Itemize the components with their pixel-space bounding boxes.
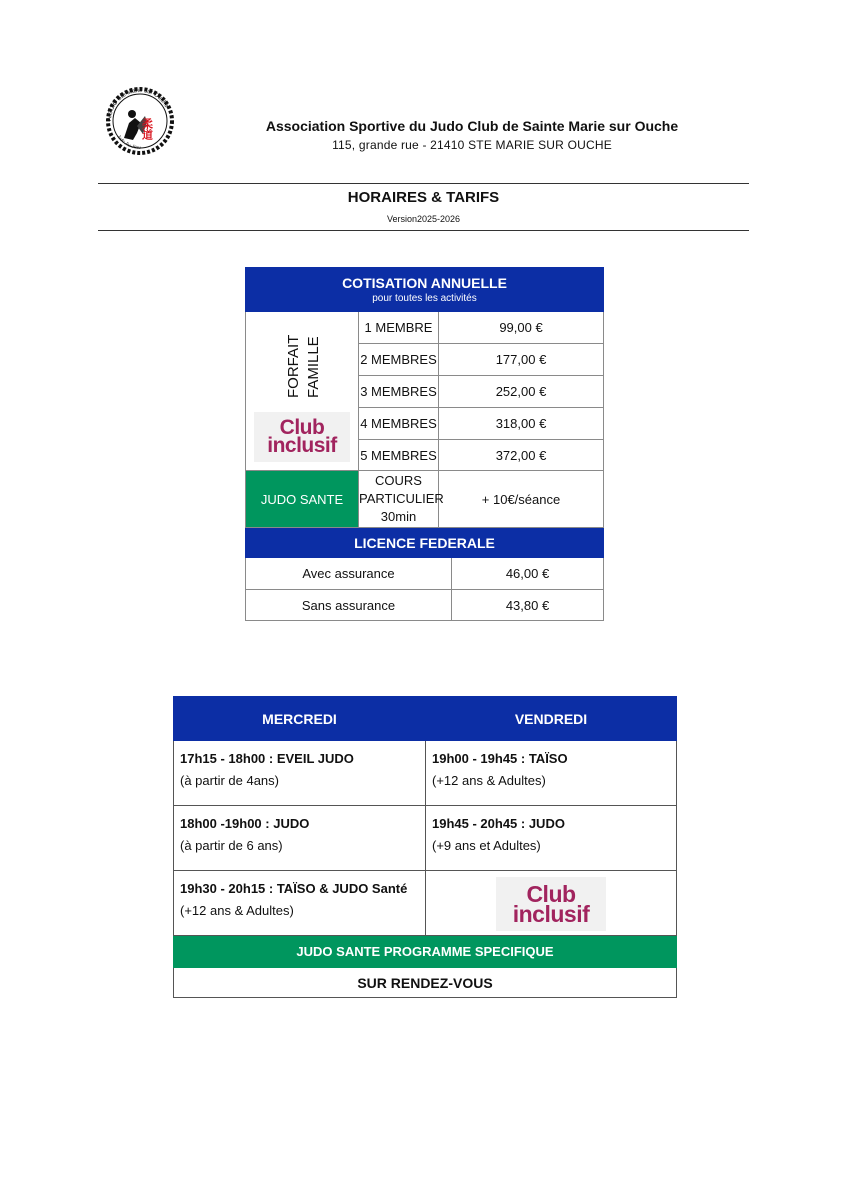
member-count: 5 MEMBRES	[359, 440, 439, 471]
member-count: 2 MEMBRES	[359, 344, 439, 376]
organization-address: 115, grande rue - 21410 STE MARIE SUR OUCHE	[332, 138, 612, 152]
logo-arc-text-bottom: Judo Jiu-Jitsu	[115, 134, 141, 151]
tariff-table	[245, 267, 604, 621]
slot-time: 19h30 - 20h15 : TAÏSO & JUDO Santé	[180, 881, 408, 896]
schedule-slot	[174, 806, 426, 871]
licence-title: LICENCE FEDERALE	[354, 534, 495, 551]
slot-time: 17h15 - 18h00 : EVEIL JUDO	[180, 751, 354, 766]
member-price: 99,00 €	[439, 312, 604, 344]
logo-kanji: 柔道	[140, 118, 154, 140]
slot-note: (à partir de 4ans)	[180, 773, 279, 788]
club-inclusif-logo	[254, 412, 350, 462]
day-header-vendredi: VENDREDI	[426, 697, 677, 741]
member-price: 318,00 €	[439, 408, 604, 440]
slot-time: 18h00 -19h00 : JUDO	[180, 816, 310, 831]
schedule-slot	[174, 871, 426, 936]
club-logo	[97, 78, 183, 164]
cotisation-title: COTISATION ANNUELLE	[342, 275, 507, 291]
licence-label: Avec assurance	[246, 558, 452, 590]
organization-name: Association Sportive du Judo Club de Sainte Marie sur Ouche	[265, 118, 679, 134]
version-label: Version2025-2026	[386, 214, 461, 224]
member-count: 1 MEMBRE	[359, 312, 439, 344]
judo-sante-label: JUDO SANTE	[246, 471, 359, 528]
schedule-slot	[174, 741, 426, 806]
member-count: 4 MEMBRES	[359, 408, 439, 440]
cotisation-subtitle: pour toutes les activités	[372, 293, 477, 304]
day-header-mercredi: MERCREDI	[174, 697, 426, 741]
club-inclusif-word2: inclusif	[267, 434, 337, 457]
licence-header	[246, 528, 604, 558]
svg-text:A.S.J.C Ste Marie sur Ouche	[107, 88, 170, 121]
forfait-label-line2: FAMILLE	[305, 336, 322, 398]
slot-note: (à partir de 6 ans)	[180, 838, 283, 853]
slot-note: (+12 ans & Adultes)	[180, 903, 294, 918]
club-inclusif-word1: Club	[279, 416, 325, 439]
rendez-vous-label: SUR RENDEZ-VOUS	[174, 968, 677, 998]
schedule-table	[173, 696, 677, 998]
divider	[98, 230, 749, 231]
divider	[98, 183, 749, 184]
slot-time: 19h45 - 20h45 : JUDO	[432, 816, 565, 831]
cours-line3: 30min	[380, 509, 417, 524]
cours-line2: PARTICULIER	[359, 491, 444, 506]
club-inclusif-cell	[426, 871, 677, 936]
forfait-famille-cell	[246, 312, 359, 471]
cours-line1: COURS	[375, 473, 422, 488]
member-count: 3 MEMBRES	[359, 376, 439, 408]
forfait-label-line1: FORFAIT	[285, 334, 302, 398]
member-price: 252,00 €	[439, 376, 604, 408]
licence-price: 43,80 €	[452, 590, 604, 621]
club-inclusif-word2: inclusif	[512, 901, 590, 927]
licence-price: 46,00 €	[452, 558, 604, 590]
slot-note: (+9 ans et Adultes)	[432, 838, 541, 853]
slot-note: (+12 ans & Adultes)	[432, 773, 546, 788]
slot-time: 19h00 - 19h45 : TAÏSO	[432, 751, 568, 766]
schedule-slot	[426, 741, 677, 806]
programme-banner: JUDO SANTE PROGRAMME SPECIFIQUE	[174, 936, 677, 968]
cotisation-header	[246, 268, 604, 312]
member-price: 372,00 €	[439, 440, 604, 471]
logo-arc-text: A.S.J.C Ste Marie sur Ouche	[106, 87, 170, 122]
cours-price: + 10€/séance	[439, 471, 604, 528]
cours-particulier-label	[359, 471, 444, 528]
club-inclusif-word1: Club	[526, 881, 576, 907]
licence-label: Sans assurance	[246, 590, 452, 621]
page-title: HORAIRES & TARIFS	[347, 189, 500, 206]
schedule-slot	[426, 806, 677, 871]
member-price: 177,00 €	[439, 344, 604, 376]
club-inclusif-logo	[496, 877, 606, 931]
